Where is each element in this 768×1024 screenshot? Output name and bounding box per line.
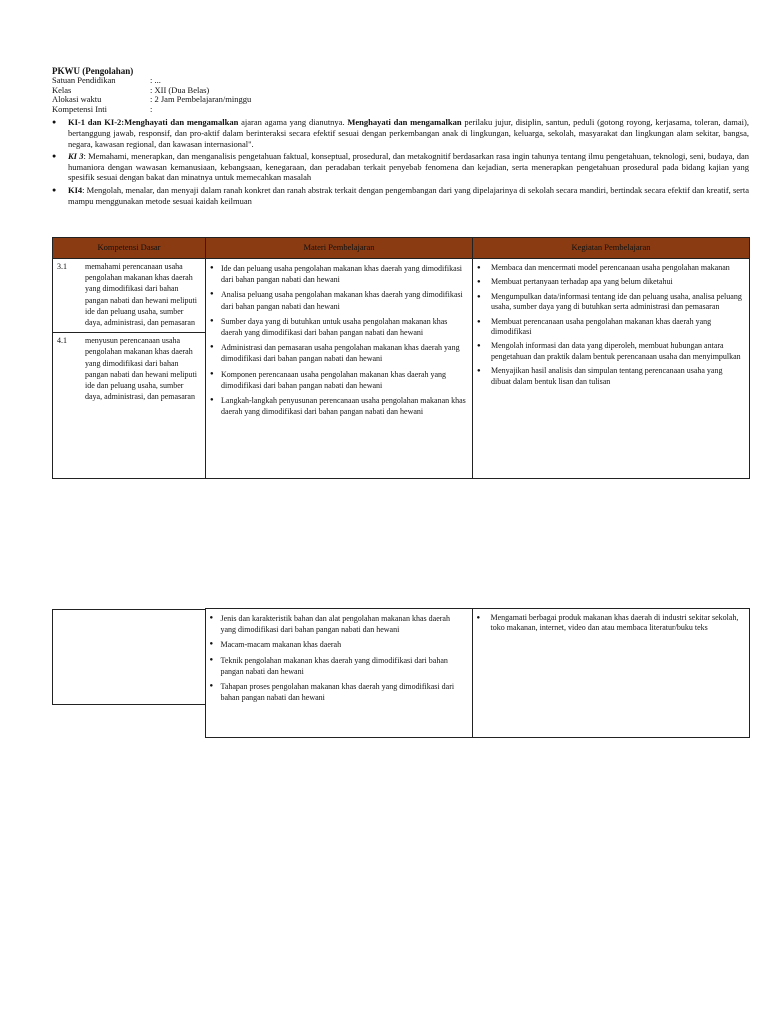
meta-value: : XII (Dua Belas)	[150, 84, 210, 95]
document-header	[52, 66, 749, 208]
list-item: ● Langkah-langkah penyusunan perencanaan usaha pengolahan makanan khas daerah yang dimodifikasi dari bahan pangan nabati dan hewani	[210, 395, 466, 417]
kegiatan-cell	[473, 259, 750, 479]
list-item: ● Komponen perencanaan usaha pengolahan makanan khas daerah yang dimodifikasi dari bahan pangan nabati dan hewani	[210, 369, 466, 391]
ki-item: ● KI-1 dan KI-2:Menghayati dan mengamalkan ajaran agama yang dianutnya. Menghayati dan mengamalkan perilaku jujur, disiplin, santun, peduli (gotong royong, kerjasama, toleran, damai), bertanggung jawab, responsif, dan pro-aktif dalam berinteraksi secara efektif sesuai dengan perkembangan anak di lingkungan, keluarga, sekolah, masyarakat dan lingkungan alam sekitar, bangsa, negara, kawasan regional, dan kawasan internasional".	[52, 117, 749, 149]
list-item: ● Ide dan peluang usaha pengolahan makanan khas daerah yang dimodifikasi dari bahan pangan nabati dan hewani	[210, 263, 466, 285]
list-item: ● Menyajikan hasil analisis dan simpulan tentang perencanaan usaha yang dibuat dalam bentuk lisan dan tulisan	[477, 366, 743, 387]
materi-cell	[206, 259, 473, 479]
table-header-row	[53, 238, 750, 259]
list-item: ● Membaca dan mencermati model perencanaan usaha pengolahan makanan	[477, 263, 743, 273]
meta-label: Satuan Pendidikan	[52, 75, 116, 85]
list-item: ● Membuat perencanaan usaha pengolahan makanan khas daerah yang dimodifikasi	[477, 317, 743, 338]
list-item: ● Mengumpulkan data/informasi tentang ide dan peluang usaha, analisa peluang usaha, sumber daya yang di butuhkan serta administrasi dan pemasaran	[477, 292, 743, 313]
meta-label: Alokasi waktu	[52, 94, 102, 105]
meta-label: Kelas	[52, 84, 72, 95]
meta-value: : ...	[150, 75, 161, 85]
doc-title: PKWU (Pengolahan)	[52, 66, 134, 76]
ki-item: ● KI 3: Memahami, menerapkan, dan menganalisis pengetahuan faktual, konseptual, prosedural, dan metakognitif berdasarkan rasa ingin tahunya tentang ilmu pengetahuan, teknologi, seni, budaya, dan humaniora dengan wawasan kemanusiaan, kebangsaan, kenegaraan, dan peradaban terkait penyebab fenomena dan kejadian, serta menerapkan pengetahuan prosedural pada bidang kajian yang spesifik sesuai dengan bakat dan minatnya untuk memecahkan masalah	[52, 151, 749, 183]
competency-table-continued	[52, 608, 750, 738]
header-materi: Materi Pembelajaran	[206, 238, 473, 259]
meta-block	[52, 76, 749, 114]
header-kegiatan: Kegiatan Pembelajaran	[473, 238, 750, 259]
kd-item: 4.1 menyusun perencanaan usaha pengolahan makanan khas daerah yang dimodifikasi dari bahan pangan nabati dan hewani meliputi ide dan peluang usaha, sumber daya, administrasi, dan pemasaran	[53, 332, 205, 406]
list-item: ● Sumber daya yang di butuhkan untuk usaha pengolahan makanan khas daerah yang dimodifikasi dari bahan pangan nabati dan hewani	[210, 316, 466, 338]
list-item: ● Administrasi dan pemasaran usaha pengolahan makanan khas daerah yang dimodifikasi dari bahan pangan nabati dan hewani	[210, 342, 466, 364]
meta-label: Kompetensi Inti	[52, 103, 108, 114]
meta-row	[52, 105, 749, 115]
kd-cell	[53, 259, 206, 479]
meta-row	[52, 95, 749, 105]
competency-table	[52, 237, 750, 479]
list-item: ● Mengamati berbagai produk makanan khas daerah di industri sekitar sekolah, toko makanan, internet, video dan atau membaca literatur/buku teks	[477, 613, 743, 634]
list-item: ● Membuat pertanyaan terhadap apa yang belum diketahui	[477, 277, 743, 287]
meta-value: :	[150, 103, 153, 114]
materi-cell	[205, 609, 472, 738]
table-row	[53, 259, 750, 479]
list-item: ● Teknik pengolahan makanan khas daerah yang dimodifikasi dari bahan pangan nabati dan hewani	[210, 655, 466, 677]
list-item: ● Mengolah informasi dan data yang diperoleh, membuat hubungan antara pengetahuan dan praktik dalam bentuk perencanaan usaha dan menyimpulkan	[477, 341, 743, 362]
kegiatan-cell	[472, 609, 749, 738]
list-item: ● Jenis dan karakteristik bahan dan alat pengolahan makanan khas daerah yang dimodifikasi dari bahan pangan nabati dan hewani	[210, 613, 466, 635]
kd-item: 3.1 memahami perencanaan usaha pengolahan makanan khas daerah yang dimodifikasi dari bahan pangan nabati dan hewani meliputi ide dan peluang usaha, sumber daya, administrasi, dan pemasaran	[57, 262, 197, 328]
table-row	[52, 609, 749, 738]
list-item: ● Analisa peluang usaha pengolahan makanan khas daerah yang dimodifikasi dari bahan pangan nabati dan hewani	[210, 289, 466, 311]
ki-list	[52, 117, 749, 206]
meta-value: : 2 Jam Pembelajaran/minggu	[150, 94, 252, 105]
kd-cell-empty	[52, 609, 205, 738]
header-kompetensi-dasar: Kompetensi Dasar	[53, 238, 206, 259]
ki-item: ● KI4: Mengolah, menalar, dan menyaji dalam ranah konkret dan ranah abstrak terkait dengan pengembangan dari yang dipelajarinya di sekolah secara mandiri, bertindak secara efektif dan kreatif, serta mampu menggunakan metode sesuai kaidah keilmuan	[52, 185, 749, 206]
list-item: ● Tahapan proses pengolahan makanan khas daerah yang dimodifikasi dari bahan pangan nabati dan hewani	[210, 681, 466, 703]
list-item: ● Macam-macam makanan khas daerah	[210, 639, 466, 650]
